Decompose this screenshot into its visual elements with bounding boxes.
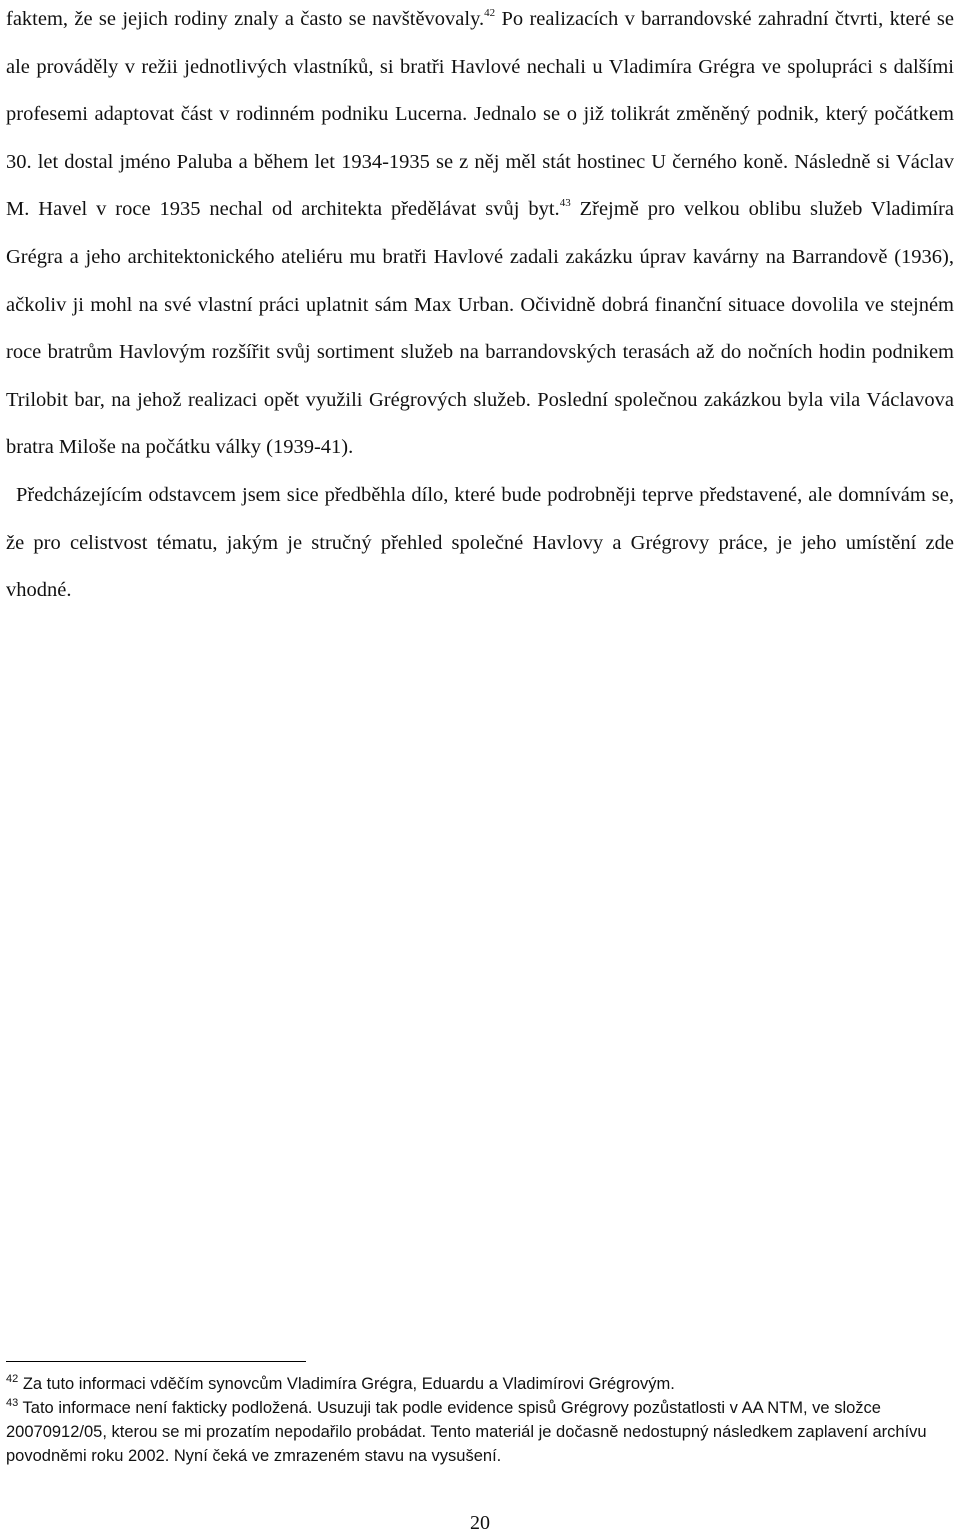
paragraph-2: Předcházejícím odstavcem jsem sice předběhla dílo, které bude podrobněji teprve představené, ale domnívám se, že pro celistvost tématu, jakým je stručný přehled společné Havlovy a Grégrovy práce, je jeho umístění zde vhodné. [6, 483, 954, 602]
footnote-text: Za tuto informaci vděčím synovcům Vladimíra Grégra, Eduardu a Vladimírovi Grégrovým. [22, 1375, 675, 1393]
footnote-number: 42 [6, 1373, 19, 1385]
footnote-text: Tato informace není fakticky podložená. Usuzuji tak podle evidence spisů Grégrovy pozůstatlosti v AA NTM, ve složce 20070912/05, kterou se mi prozatím nepodařilo probádat. Tento materiál je dočasně nedostupný následkem zaplavení archívu povodněmi roku 2002. Nyní čeká ve zmrazeném stavu na vysušení. [6, 1399, 927, 1465]
footnotes [6, 1372, 946, 1468]
footnote-42 [6, 1372, 946, 1396]
paragraph-1-part-a: faktem, že se jejich rodiny znaly a často se navštěvovaly. [6, 8, 485, 30]
footnote-ref-43[interactable]: 43 [559, 197, 571, 210]
paragraph-1-part-c: Zřejmě pro velkou oblibu služeb Vladimíra Grégra a jeho architektonického ateliéru mu bratři Havlové zadali zakázku úprav kavárny na Barrandově (1936), ačkoliv ji mohl na své vlastní práci uplatnit sám Max Urban. Očividně dobrá finanční situace dovolila ve stejném roce bratrům Havlovým rozšířit svůj sortiment služeb na barrandovských terasách až do nočních hodin podnikem Trilobit bar, na jehož realizaci opět využili Grégrových služeb. Poslední společnou zakázkou byla vila Václavova bratra Miloše na počátku války (1939-41). [6, 198, 955, 459]
footnote-number: 43 [6, 1397, 19, 1409]
paragraph-1-part-b: Po realizacích v barrandovské zahradní čtvrti, které se ale prováděly v režii jednotlivých vlastníků, si bratři Havlové nechali u Vladimíra Grégra ve spolupráci s dalšími profesemi adaptovat část v rodinném podniku Lucerna. Jednalo se o již tolikrát změněný podnik, který počátkem 30. let dostal jméno Paluba a během let 1934-1935 se z něj měl stát hostinec U černého koně. Následně si Václav M. Havel v roce 1935 nechal od architekta předělávat svůj byt. [6, 8, 954, 221]
footnote-43 [6, 1396, 946, 1468]
body-text [6, 0, 954, 615]
paragraph-1 [6, 0, 954, 472]
page-number: 20 [470, 1512, 490, 1534]
footnote-separator [6, 1361, 306, 1362]
footnote-ref-42[interactable]: 42 [484, 7, 496, 19]
